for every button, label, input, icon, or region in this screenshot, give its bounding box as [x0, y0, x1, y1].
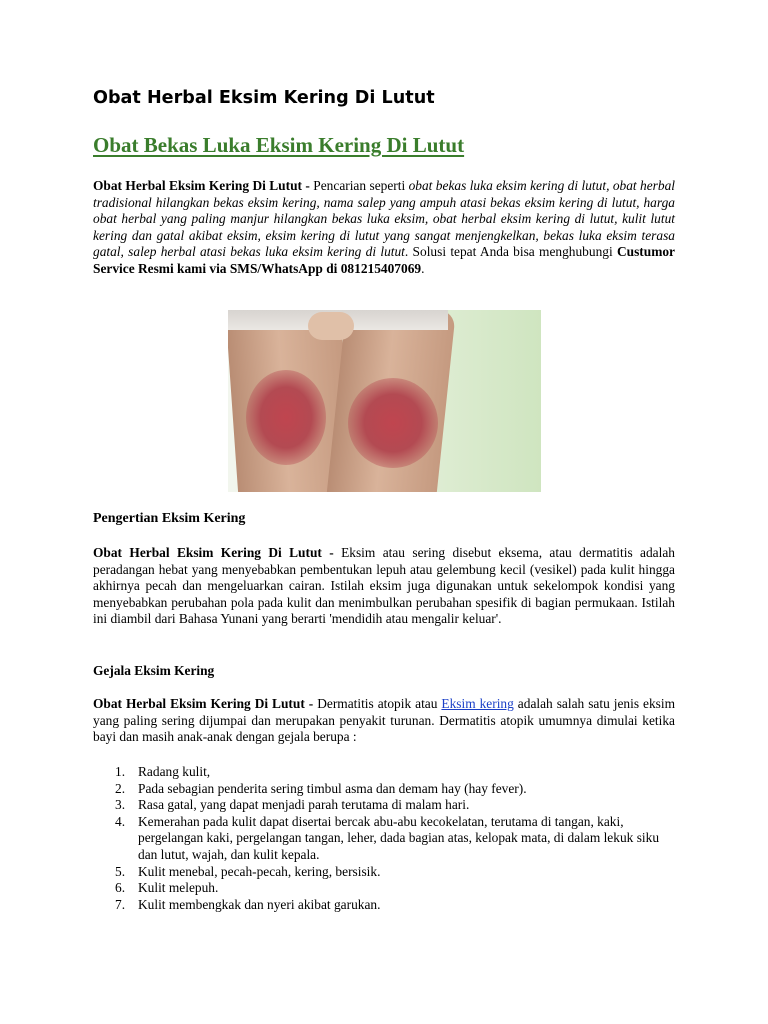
gejala-text-1: Dermatitis atopik atau	[313, 696, 442, 711]
document-title: Obat Herbal Eksim Kering Di Lutut	[93, 88, 435, 108]
gejala-paragraph	[93, 696, 675, 746]
eksim-kering-link[interactable]: Eksim kering	[441, 696, 514, 711]
list-item-text: Radang kulit,	[138, 764, 211, 779]
list-item-text: Kemerahan pada kulit dapat disertai bercak abu-abu kecokelatan, terutama di tangan, kaki, pergelangan kaki, pergelangan tangan, leher, dada bagian atas, kelopak mata, di dalam lekuk siku dan lutut, wajah, dan kulit kepala.	[138, 813, 660, 862]
list-item	[93, 781, 675, 798]
pengertian-lead: Obat Herbal Eksim Kering Di Lutut -	[93, 545, 334, 560]
intro-text-2: . Solusi tepat Anda bisa menghubungi	[404, 244, 617, 260]
list-item-text: Kulit menebal, pecah-pecah, kering, bersisik.	[138, 863, 381, 879]
list-item	[93, 814, 675, 864]
list-number: 4.	[115, 813, 126, 829]
list-item-text: Rasa gatal, yang dapat menjadi parah terutama di malam hari.	[138, 797, 470, 813]
list-item	[93, 897, 675, 914]
list-number: 7.	[115, 896, 126, 912]
pengertian-text: Eksim atau sering disebut eksema, atau dermatitis adalah peradangan hebat yang menyebabkan pembentukan lepuh atau gelembung kecil (vesikel) pada kulit hingga akhirnya pecah dan mengeluarkan cairan. Istilah eksim juga digunakan untuk sekelompok kondisi yang menyebabkan perubahan pola pada kulit dan menimbulkan perubahan spesifik di bagian permukaan. Istilah ini diambil dari Bahasa Yunani yang berarti 'mendidih atau mengalir keluar'.	[93, 545, 675, 627]
list-item	[93, 797, 675, 814]
list-item	[93, 864, 675, 881]
intro-end: .	[421, 260, 425, 276]
gejala-text-2: adalah salah satu jenis eksim yang paling sering dijumpai dan merupakan penyakit turunan. Dermatitis atopik umumnya dimulai ketika bayi dan masih anak-anak dengan gejala berupa :	[93, 696, 675, 745]
list-number: 3.	[115, 797, 126, 813]
eczema-knee-photo	[228, 310, 541, 492]
gejala-heading: Gejala Eksim Kering	[93, 663, 215, 678]
article-heading: Obat Bekas Luka Eksim Kering Di Lutut	[93, 133, 465, 157]
list-item	[93, 764, 675, 781]
list-number: 6.	[115, 880, 126, 896]
intro-lead: Obat Herbal Eksim Kering Di Lutut -	[93, 178, 310, 193]
list-number: 5.	[115, 863, 126, 879]
intro-text-1: Pencarian seperti	[309, 178, 409, 193]
list-number: 2.	[115, 780, 126, 796]
list-item-text: Kulit membengkak dan nyeri akibat garukan.	[138, 896, 381, 912]
list-number: 1.	[115, 764, 126, 779]
list-item-text: Pada sebagian penderita sering timbul asma dan demam hay (hay fever).	[138, 780, 527, 796]
list-item	[93, 880, 675, 897]
gejala-lead: Obat Herbal Eksim Kering Di Lutut -	[93, 696, 314, 711]
pengertian-heading: Pengertian Eksim Kering	[93, 511, 246, 526]
pengertian-paragraph	[93, 545, 675, 628]
list-item-text: Kulit melepuh.	[138, 880, 219, 896]
intro-paragraph	[93, 178, 675, 278]
symptom-list	[93, 764, 675, 913]
intro-contact: Custumor Service Resmi kami via SMS/WhatsApp di 081215407069	[93, 244, 675, 276]
intro-keywords: obat bekas luka eksim kering di lutut, obat herbal tradisional hilangkan bekas eksim kering, nama salep yang ampuh atasi bekas eksim kering di lutut, harga obat herbal yang paling manjur hilangkan bekas luka eksim, obat herbal eksim kering di lutut, kulit lutut kering dan gatal akibat eksim, eksim kering di lutut yang sangat menjengkelkan, bekas luka eksim terasa gatal, salep herbal atasi bekas luka eksim kering di lutut	[93, 178, 675, 260]
